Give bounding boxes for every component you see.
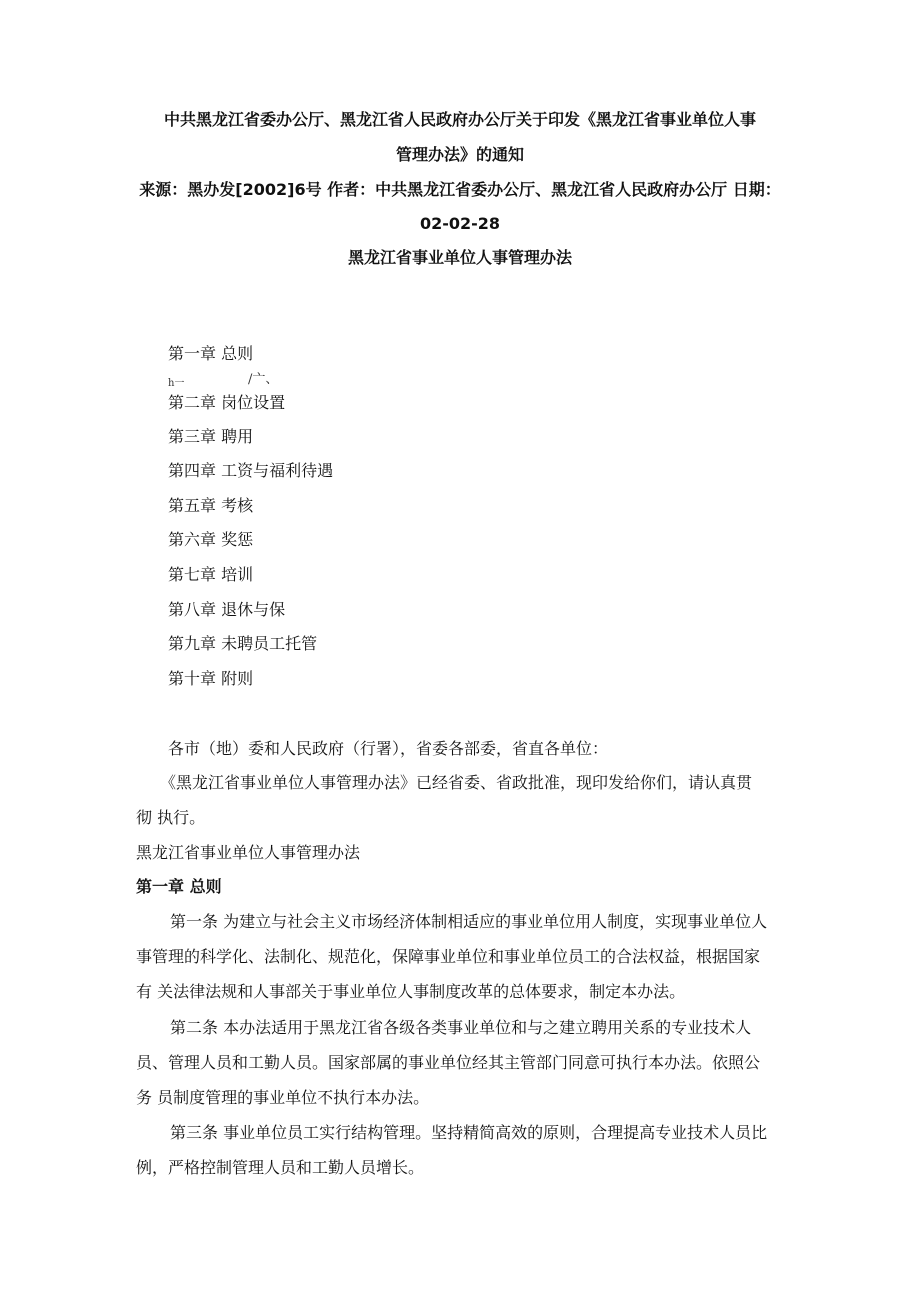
toc-artifact-right: /亠、 (248, 372, 279, 387)
article-line: 第三条 事业单位员工实行结构管理。坚持精简高效的原则，合理提高专业技术人员比 (170, 1123, 768, 1142)
notice-body-line-1: 《黑龙江省事业单位人事管理办法》已经省委、省政批准，现印发给你们，请认真贯 (160, 773, 753, 792)
notice-body-line-2: 彻 执行。 (136, 808, 206, 827)
article-line: 例，严格控制管理人员和工勤人员增长。 (136, 1158, 425, 1177)
toc-item: 第二章 岗位设置 (168, 393, 286, 412)
notice-salutation: 各市（地）委和人民政府（行署），省委各部委，省直各单位： (168, 739, 609, 758)
article-line: 事管理的科学化、法制化、规范化，保障事业单位和事业单位员工的合法权益，根据国家 (136, 947, 761, 966)
article-line: 第一条 为建立与社会主义市场经济体制相适应的事业单位用人制度，实现事业单位人 (170, 912, 768, 931)
toc-item: 第四章 工资与福利待遇 (168, 461, 334, 480)
article-line: 务 员制度管理的事业单位不执行本办法。 (136, 1088, 430, 1107)
article-line: 第二条 本办法适用于黑龙江省各级各类事业单位和与之建立聘用关系的专业技术人 (170, 1018, 752, 1037)
toc-item: 第七章 培训 (168, 565, 254, 584)
toc-item: 第十章 附则 (168, 669, 254, 688)
notice-document-title: 黑龙江省事业单位人事管理办法 (136, 843, 361, 862)
toc-item: 第六章 奖惩 (168, 530, 254, 549)
toc-item: 第一章 总则 (168, 344, 254, 363)
source-line-2: 02-02-28 (419, 214, 501, 233)
article-line: 有 关法律法规和人事部关于事业单位人事制度改革的总体要求，制定本办法。 (136, 982, 686, 1001)
document-title-line-1: 中共黑龙江省委办公厅、黑龙江省人民政府办公厅关于印发《黑龙江省事业单位人事 (163, 110, 756, 129)
document-title-line-2: 管理办法》的通知 (395, 145, 524, 164)
chapter-heading: 第一章 总则 (136, 877, 222, 896)
toc-item: 第八章 退休与保 (168, 600, 286, 619)
toc-item: 第三章 聘用 (168, 427, 254, 446)
toc-item: 第九章 未聘员工托管 (168, 634, 318, 653)
article-line: 员、管理人员和工勤人员。国家部属的事业单位经其主管部门同意可执行本办法。依照公 (136, 1053, 761, 1072)
toc-item: 第五章 考核 (168, 496, 254, 515)
toc-artifact-left: һ一 (168, 378, 185, 389)
document-subtitle: 黑龙江省事业单位人事管理办法 (347, 248, 572, 267)
source-line-1: 来源：黑办发[2002]6号 作者：中共黑龙江省委办公厅、黑龙江省人民政府办公厅 日期： (139, 180, 781, 199)
